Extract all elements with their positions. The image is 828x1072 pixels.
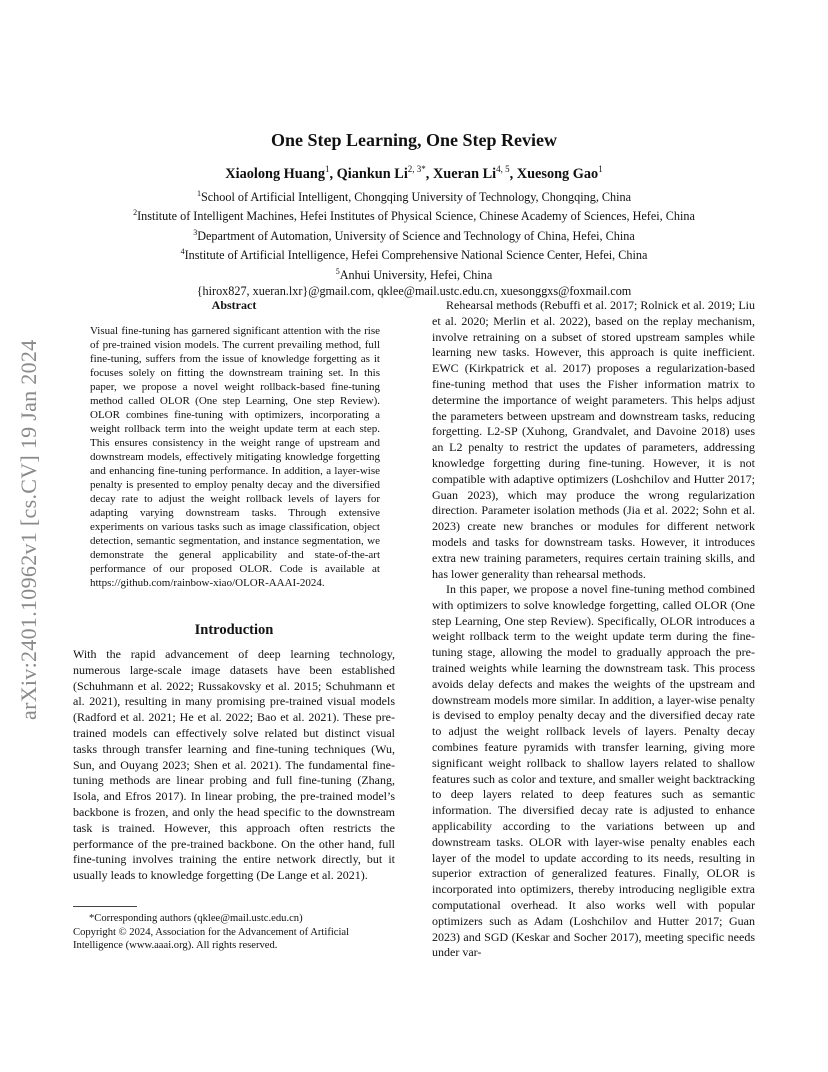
abstract-text: Visual fine-tuning has garnered significant attention with the rise of pre-trained vision models. The current prevailing method, full fine-tuning, suffers from the issue of knowledge forgetting as it focuses solely on fitting the downstream training set. In this paper, we propose a novel weight rollback-based fine-tuning method called OLOR (One step Learning, One step Review). OLOR combines fine-tuning with optimizers, incorporating a weight rollback term into the weight update term at each step. This ensures consistency in the weight range of upstream and downstream models, effectively mitigating knowledge forgetting and enhancing fine-tuning performance. In addition, a layer-wise penalty is presented to employ penalty decay and the diversified decay rate to adjust the weight rollback levels of layers for adapting varying downstream tasks. Through extensive experiments on various tasks such as image classification, object detection, semantic segmentation, and instance segmentation, we demonstrate the general applicability and state-of-the-art performance of our proposed OLOR. Code is available at https://github.com/rainbow-xiao/OLOR-AAAI-2024. bbox=[90, 325, 380, 589]
footnotes bbox=[73, 912, 398, 953]
copyright-notice: Copyright © 2024, Association for the Advancement of Artificial Intelligence (www.aaai.org). All rights reserved. bbox=[73, 926, 350, 951]
affiliation: $^5$Anhui University, Hefei, China bbox=[335, 266, 493, 282]
author: Xuesong Gao$^1$ bbox=[516, 164, 603, 182]
paper-title: One Step Learning, One Step Review bbox=[271, 130, 557, 150]
corresponding-author-footnote: *Corresponding authors (qklee@mail.ustc.edu.cn) bbox=[89, 913, 303, 924]
body-paragraph-rehearsal: Rehearsal methods (Rebuffi et al. 2017; Rolnick et al. 2019; Liu et al. 2020; Merlin et al. 2022), based on the replay mechanism, involve retraining on a subset of stored upstream samples while learning new tasks. However, this approach is quite inefficient. EWC (Kirkpatrick et al. 2017) proposes a regularization-based fine-tuning method that uses the Fisher information matrix to determine the importance of weight parameters. This helps adjust the parameters between upstream and downstream tasks, reducing forgetting. L2-SP (Xuhong, Grandvalet, and Davoine 2018) uses an L2 penalty to restrict the updates of parameters, addressing knowledge forgetting during fine-tuning. However, it is not compatible with adaptive optimizers (Loshchilov and Hutter 2017; Guan 2023), which may produce the wrong regularization direction. Parameter isolation methods (Jia et al. 2022; Sohn et al. 2023) create new branches or modules for different network models and tasks for downstream tasks. However, it introduces extra new training parameters, requires certain training skills, and has lower generality than rehearsal methods. bbox=[432, 298, 755, 581]
author: Xiaolong Huang$^1$, bbox=[225, 164, 337, 182]
author: Qiankun $Li^{2, 3*}$, bbox=[336, 164, 433, 182]
abstract-heading: Abstract bbox=[211, 298, 257, 312]
author-list bbox=[0, 164, 828, 183]
affiliation: $^2$Institute of Intelligent Machines, Hefei Institutes of Physical Science, Chinese Academy of Sciences, Hefei, China bbox=[133, 208, 695, 224]
affiliation: $^4$Institute of Artificial Intelligence, Hefei Comprehensive National Science Center, Hefei, China bbox=[180, 247, 648, 263]
arxiv-identifier: arXiv:2401.10962v1 [cs.CV] 19 Jan 2024 bbox=[16, 339, 41, 721]
affiliations bbox=[0, 186, 828, 300]
affiliation: $^1$School of Artificial Intelligent, Chongqing University of Technology, Chongqing, China bbox=[196, 189, 632, 205]
introduction-heading: Introduction bbox=[194, 622, 274, 638]
introduction-paragraph: With the rapid advancement of deep learning technology, numerous large-scale image datasets have been established (Schuhmann et al. 2022; Russakovsky et al. 2015; Schuhmann et al. 2021), resulting in many promising pre-trained visual models (Radford et al. 2021; He et al. 2022; Bao et al. 2021). These pre-trained models can effectively solve related but distinct visual tasks through transfer learning and fine-tuning techniques (Wu, Sun, and Ouyang 2023; Shen et al. 2021). The fundamental fine-tuning methods are linear probing and full fine-tuning (Zhang, Isola, and Efros 2017). In linear probing, the pre-trained model’s backbone is frozen, and only the head specific to the downstream task is trained. However, this approach often restricts the performance of the pre-trained backbone. On the other hand, full fine-tuning involves training the entire network directly, but it usually leads to knowledge forgetting (De Lange et al. 2021). bbox=[73, 647, 395, 883]
author: Xueran Li$^{4, 5}$, bbox=[432, 164, 517, 182]
footnote-divider bbox=[73, 906, 137, 907]
affiliation: $^3$Department of Automation, University of Science and Technology of China, Hefei, China bbox=[193, 227, 635, 243]
author-emails: {hirox827, xueran.lxr}@gmail.com, qklee@mail.ustc.edu.cn, xuesonggxs@foxmail.com bbox=[196, 284, 632, 299]
body-paragraph-proposal: In this paper, we propose a novel fine-tuning method combined with optimizers to solve knowledge forgetting, called OLOR (One step Learning, One step Review). Specifically, OLOR introduces a weight rollback term to the weight update term during the fine-tuning stage, allowing the model to gradually approach the pre-trained weights while learning the downstream task. This process avoids delay defects and makes the weights of the upstream and downstream models more similar. In addition, a layer-wise penalty is devised to employ penalty decay and the diversified decay rate to adjust the weight rollback levels of layers. Penalty decay combines feature pyramids with transfer learning, giving more significant weight rollback to shallow layers related to shallow features such as color and texture, and smaller weight backtracking to deep layers related to deep features such as semantic information. The diversified decay rate is adjusted to enhance applicability according to the variations between up and downstream tasks. OLOR with layer-wise penalty enables each layer of the model to update according to its needs, resulting in superior extraction of generalized features. Finally, OLOR is incorporated into optimizers, thereby introducing negligible extra computational overhead. It also works well with popular optimizers such as Adam (Loshchilov and Hutter 2017; Guan 2023) and SGD (Keskar and Socher 2017), meeting specific needs under var- bbox=[432, 582, 755, 960]
